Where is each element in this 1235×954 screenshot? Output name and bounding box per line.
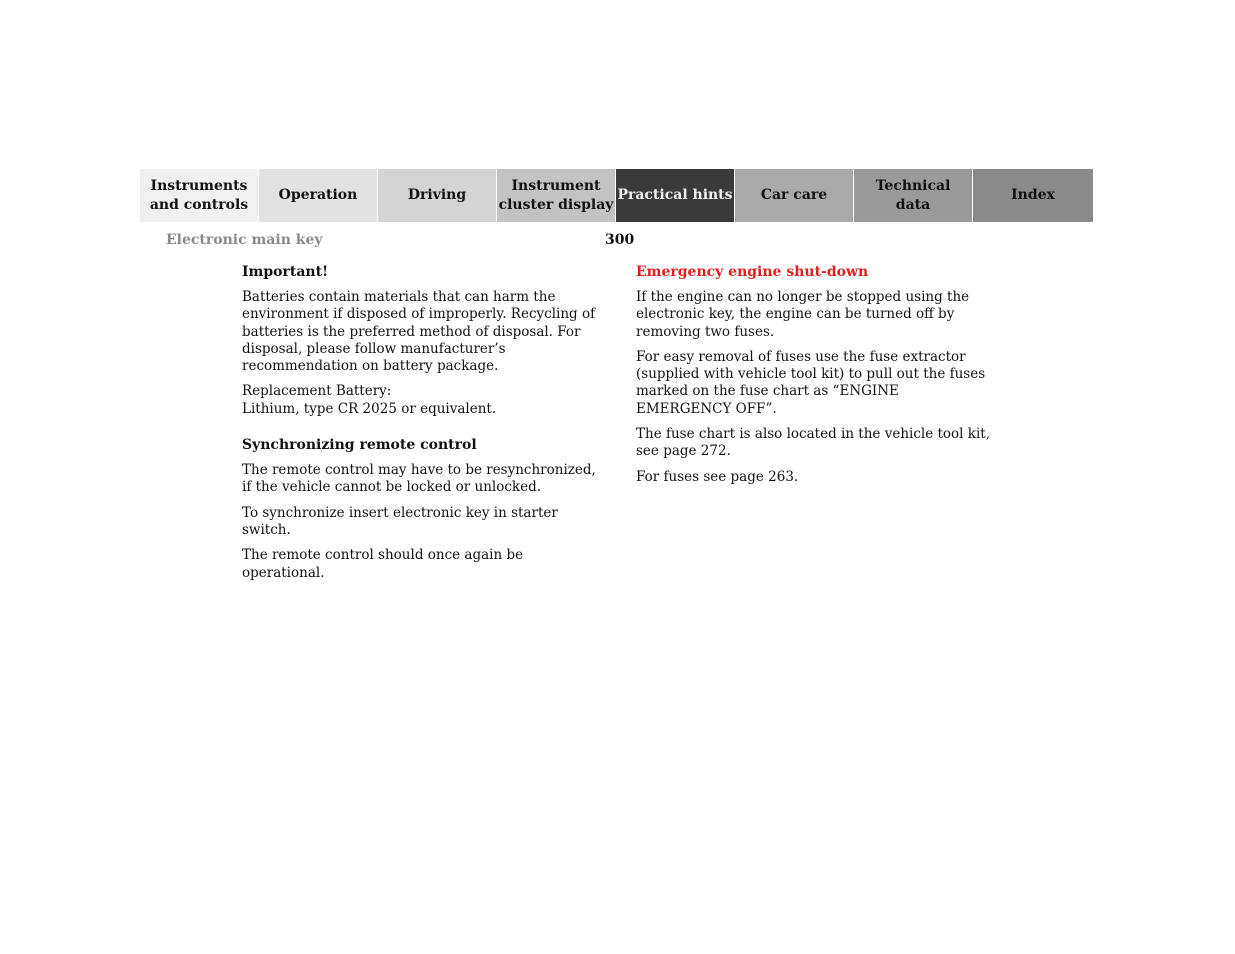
emergency-paragraph-2: For easy removal of fuses use the fuse extractor (supplied with vehicle tool kit) to pull out the fuses marked on the fuse chart as “ENGINE EMERGENCY OFF”. <box>636 348 986 417</box>
emergency-paragraph-3: The fuse chart is also located in the vehicle tool kit, see page 272. <box>636 426 990 460</box>
emergency-paragraph-1: If the engine can no longer be stopped using the electronic key, the engine can be turned off by removing two fuses. <box>636 289 970 340</box>
tab-instrument-cluster-display[interactable]: Instrument cluster display <box>497 169 616 222</box>
emergency-paragraph-4: For fuses see page 263. <box>636 468 799 485</box>
section-title: Electronic main key <box>166 232 323 248</box>
page-number: 300 <box>605 232 635 248</box>
tab-car-care[interactable]: Car care <box>735 169 854 222</box>
tab-practical-hints[interactable]: Practical hints <box>616 169 735 222</box>
tab-technical-data[interactable]: Technical data <box>854 169 973 222</box>
tab-driving[interactable]: Driving <box>378 169 497 222</box>
sync-paragraph-3: The remote control should once again be operational. <box>242 547 524 581</box>
sync-paragraph-1: The remote control may have to be resynchronized, if the vehicle cannot be locked or unlocked. <box>242 462 596 496</box>
tab-instruments-and-controls[interactable]: Instruments and controls <box>140 169 259 222</box>
sync-paragraph-2: To synchronize insert electronic key in starter switch. <box>242 504 558 538</box>
right-column <box>636 263 998 494</box>
important-text: Batteries contain materials that can harm the environment if disposed of improperly. Recycling of batteries is the preferred method of disposal. For disposal, please follow manufacturer’s recommendation on battery package. <box>242 289 596 375</box>
tab-index[interactable]: Index <box>973 169 1093 222</box>
left-column <box>242 263 604 590</box>
tab-operation[interactable]: Operation <box>259 169 378 222</box>
sync-heading: Synchronizing remote control <box>242 437 477 454</box>
important-heading: Important! <box>242 264 329 280</box>
chapter-tab-bar <box>140 169 1095 222</box>
replacement-battery-text: Replacement Battery: Lithium, type CR 2025 or equivalent. <box>242 383 497 417</box>
emergency-heading: Emergency engine shut-down <box>636 264 869 280</box>
